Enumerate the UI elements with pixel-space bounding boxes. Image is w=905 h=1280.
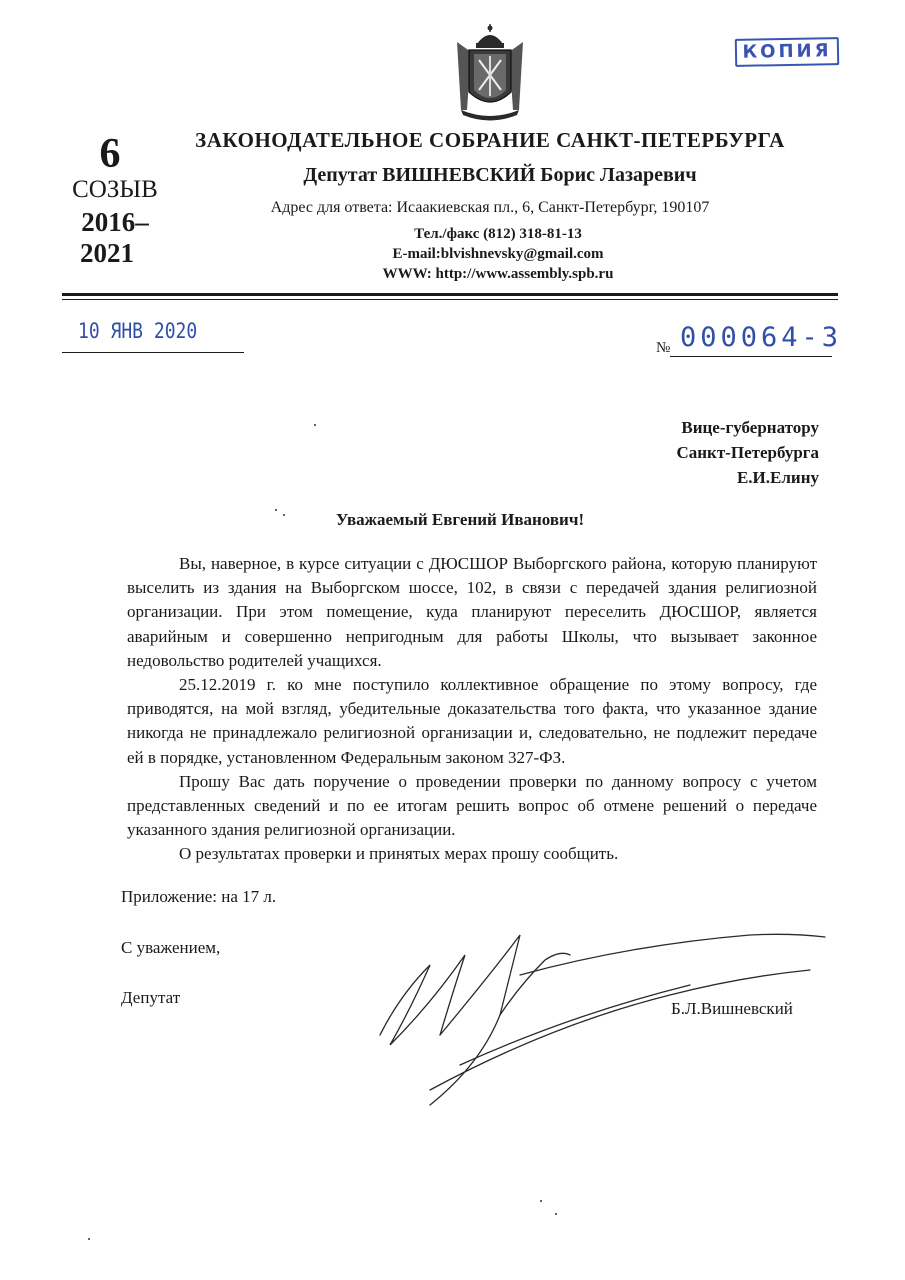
reply-address: Адрес для ответа: Исаакиевская пл., 6, Санкт-Петербург, 190107	[270, 199, 710, 216]
outgoing-number-stamp: 000064-3	[680, 322, 843, 353]
recipient-city: Санкт-Петербурга	[676, 443, 819, 462]
convocation-label: СОЗЫВ	[72, 176, 158, 203]
email-address: E-mail:blvishnevsky@gmail.com	[392, 246, 604, 262]
salutation: Уважаемый Евгений Иванович!	[335, 510, 585, 529]
body-paragraph-3: Прошу Вас дать поручение о проведении проверки по данному вопросу с учетом представленных сведений и по ее итогам решить вопрос об отмене решений о передаче указанного здания религиозной организации.	[127, 771, 817, 840]
convocation-years-start: 2016–	[81, 207, 149, 237]
recipient-name: Е.И.Елину	[736, 468, 819, 487]
header-divider-thin	[62, 299, 838, 300]
recipient-position: Вице-губернатору	[681, 418, 819, 437]
body-paragraph-1: Вы, наверное, в курсе ситуации с ДЮСШОР Выборгского района, которую планируют выселить из здания на Выборгском шоссе, 102, в связи с передачей здания религиозной организации. При этом помещение, куда планируют переселить ДЮСШОР, является аварийным и совершенно непригодным для работы Школы, что вызывает законное недовольство родителей учащихся.	[127, 554, 817, 670]
phone-fax: Тел./факс (812) 318-81-13	[414, 226, 582, 242]
convocation-years-end: 2021	[80, 238, 134, 268]
body-paragraph-4: О результатах проверки и принятых мерах прошу сообщить.	[179, 844, 619, 864]
closing-regards: С уважением,	[121, 938, 221, 957]
convocation-number: 6	[99, 131, 121, 177]
organization-name: ЗАКОНОДАТЕЛЬНОЕ СОБРАНИЕ САНКТ-ПЕТЕРБУРГА	[195, 128, 785, 152]
body-paragraph-2: 25.12.2019 г. ко мне поступило коллективное обращение по этому вопросу, где приводятся, на мой взгляд, убедительные доказательства того факта, что указанное здание никогда не принадлежало религиозной организации и, следовательно, не подлежит передаче ей в порядке, установленном Федеральным законом 327-ФЗ.	[127, 675, 817, 767]
header-divider-thick	[62, 293, 838, 296]
signer-name: Б.Л.Вишневский	[671, 999, 793, 1018]
date-underline	[62, 352, 244, 353]
number-underline	[670, 356, 832, 357]
copy-stamp: КОПИЯ	[735, 37, 839, 67]
coat-of-arms-icon	[447, 22, 533, 122]
letter-body	[127, 552, 817, 867]
signature-icon	[370, 915, 830, 1115]
website: WWW: http://www.assembly.spb.ru	[382, 266, 614, 282]
attachment-note: Приложение: на 17 л.	[121, 887, 277, 906]
date-stamp: 10 ЯНВ 2020	[78, 318, 198, 345]
signer-position: Депутат	[121, 988, 181, 1007]
deputy-name: Депутат ВИШНЕВСКИЙ Борис Лазаревич	[303, 164, 697, 186]
number-sign: №	[656, 340, 671, 356]
